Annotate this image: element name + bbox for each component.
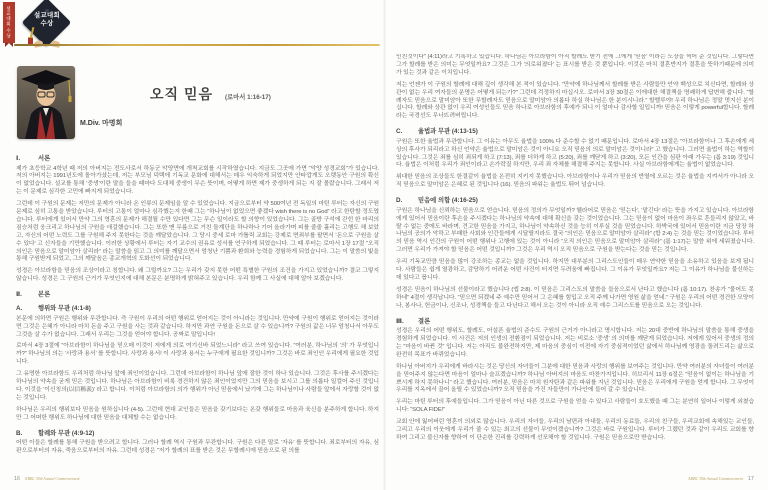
body-paragraph: 우리는 마틴 루터의 후예들입니다. 그가 믿음이 아닌 다른 것으로 구원을 얻을 수 있다고 사람들이 호도했을 때 그는 분연히 일어나 이렇게 외쳤습니다: “SOLA FIDE!”: [396, 399, 754, 414]
body-paragraph: 어떤 이들은 할례를 통해 구원을 받으려고 합니다. 그러나 할례 역시 구원과 무관합니다. 구원은 다른 말로 ‘자유’ 를 뜻합니다. 죄로부터의 자유, 심판으로부터의 자유, 죽음으로부터의 자유. 그런데 성경은 “저가 할례의 표를 받은 것은 무할례시에 믿음으로 된 의를: [16, 440, 379, 454]
body-paragraph: 본문에 의하면 구원은 행위와 무관합니다. 즉 구원이 우리의 어떤 행위로 얻어지는 것이 아니라는 것입니다. 만약에 구원이 행위로 얻어지는 것이라면 그것은 은혜가 아니라 마치 돈을 주고 구원을 사는 것과 같습니다. 하지만 과연 구원을 돈으로 살 수 있습니까? 구원의 값은 너무 엄청나서 아무도 그것을 살 수가 없습니다. 그래서 우리는 그것을 얻어야 합니다. 공짜로 말입니다!: [16, 315, 379, 338]
body-paragraph: 교회 안에 잃어버린 영혼이 의외로 많습니다. 우리의 자녀들, 우리의 남편과 아내들, 우리의 동료들, 우리의 친구들, 우리교회에 속해있는 교인들, 그리고 우리의 이웃에게 우리가 줄 수 있는 최고의 선물이 무엇이겠습니까? 그것은 바로 구원입니다. 루터가 그랬던 것과 같이 우리도 교회를 향하여 그리고 불신자를 향하여 이 단순한 진리를 강력하게 선포해야 할 것입니다. 구원은 믿음으로만 받습니다.: [396, 419, 754, 441]
body-paragraph: 제가 초등학교 4학년 때 저의 아버지는 전도사로서 하동군 악양면에 개척교회를 시작하였습니다. 지금도 그곳에 가면 “악양 성경교회”가 있습니다. 저의 아버지는 1991년도에 돌아가셨는데, 저는 부모님 덕택에 기독교 문화에 대해서는 매우 익숙하게 되었지만 안타깝게도 오랫동안 구원의 확신이 없었습니다. 설교를 통해 ‘중생’이란 말을 들을 때마다 도대체 중생이 무슨 뜻이며, 어떻게 하면 제가 중생하게 되는 지 잘 몰랐습니다. 그래서 저는 이 문제로 심각한 고민에 빠지게 되었습니다.: [16, 165, 379, 196]
body-paragraph: 성경은 아브라함을 믿음의 조상이라고 칭합니다. 왜 그럴까요? 그는 우리가 갖지 못한 어떤 특별한 구원의 조건을 가지고 있었습니까? 결코 그렇지 않습니다. 성경은 그 구원의 근거가 무엇인지에 대해 본문은 분명하게 밝혀주고 있습니다. 우리 함께 그 사실에 대해 알아 보겠습니다.: [16, 268, 379, 283]
page-16-body: [16, 148, 379, 466]
body-paragraph: 그런데 이 구원의 문제는 저만의 문제가 아니라 온 인류의 문제임을 알 수 있었습니다. 지금으로부터 약 500여년 전 독일의 마틴 루터는 자신의 구원 문제로 심히 고통을 받았습니다. 루터의 고통이 얼마나 심각했는지 한때 그는 “하나님이 없었으면 좋겠다 wish there is no God” 라고 한탄할 정도였습니다. 루터에게 있어서 만약 그의 영혼의 문제가 해결될 수만 있다면 그는 무슨 일이라도 할 의향이 있었습니다. 그는 골방 구석에 갇힌 한 마리의 짐승처럼 웅크리고 하나님의 구원을 애걸했습니다. 그는 또한 맨 무릎으로 거친 돌계단을 하나하나 기어 올라가며 피를 줄줄 흘리는 고행도 해 보았고, 자신의 어떤 노력도 그를 구원해 주지 못한다는 것을 깨달았습니다. 그 당시 중세 로마 가톨릭 교회는 강제로 면죄부를 팔면서 ‘돈으로 구원을 살 수 있다’ 고 신자들을 기만했습니다. 이러한 상황에서 루터는 자기 교수의 권유로 성서를 연구하게 되었습니다. 그 때 루터는 로마서 1장 17절 “오직 의인은 믿음으로 말미암아 살리라” 라는 말씀을 읽고 그 의미를 깨달으면서 엄청난 기쁨과 환희와 능력을 경험하게 되었습니다. 그는 이 말씀의 빛을 통해 구원받게 되었고, 그의 깨달음은 종교개혁의 도화선이 되었습니다.: [16, 201, 379, 263]
body-paragraph: 하나님은 우리의 행위보다 믿음을 원하십니다 (4-5). 그런데 현대 교인들은 믿음을 갖기보다는 온갖 행위들로 마음과 육신을 분주하게 합니다. 하지만 그 어떠한 행위도 하나님에 대한 믿음을 대체할 수는 없습니다.: [16, 406, 379, 421]
page-gutter: [383, 0, 386, 490]
author-name: M.Div. 마명희: [80, 120, 123, 127]
award-ribbon: [3, 2, 15, 43]
body-paragraph: 성경은 믿음이 하나님의 선물이라고 했습니다 (엡 2:8). 이 믿음은 그리스도의 말씀을 들음으로서 난다고 했습니다 (롬 10:17). 찬송가 “물어도 못하네” 4절이 생각납니다. “믿으면 되겠네 주 예수만 믿어서 그 은혜를 힘입고 오직 주께 나가면 영원 삶을 얻네.” 구원은 우리의 어떤 경건한 모양이나, 봉사나, 헌금이나, 신조나, 성경책을 들고 다닌다고 해서 오는 것이 아니라 오직 예수 그리스도를 믿음으로 오는 것입니다.: [396, 286, 754, 309]
section-heading: D. 믿음에 의함 (4:16-25): [396, 197, 478, 205]
section-heading: Ⅰ. 서론: [16, 155, 51, 162]
body-paragraph: 로마서 4장 3절에 “아브라함이 하나님을 믿으매 이것이 저에게 의로 여기신바 되었느니라” 라고 쓰여 있습니다. “여러분, 하나님의 ‘의’ 가 무엇입니까?” 하나님의 의는 ‘사랑과 용서’ 를 뜻합니다. 사랑과 용서! 이 사랑과 용서는 누구에게 필요한 것입니까? 그것은 바로 죄인인 우리에게 필요한 것입니다.: [16, 343, 379, 366]
body-paragraph: 위대한 믿음의 조상들도 한결같이 율법을 온전히 지키지 못했습니다. 아브라함이나 우리가 믿음의 반열에 오르는 것은 율법을 지켜서가 아니라 오직 믿음으로 말미암은 은혜로 된 것입니다 (16). 믿음의 파워는 율법도 뛰어 넘습니다.: [396, 174, 754, 189]
page-17-body: [396, 54, 754, 466]
body-paragraph: 성경은 우리의 어떤 행위도, 할례도, 어설픈 율법의 준수도 구원의 근거가 아니라고 명시합니다. 저는 20대 중반에 하나님의 말씀을 통해 중생을 경험하게 되었습니다. 이 사건은 저의 인생의 전환점이 되었습니다. 저는 비로소 ‘중생’ 의 의미를 깨닫게 되었습니다. 저에게 있어서 중생의 정의는 “마음이 바뀐 것” 입니다. 저는 아직도 불완전하지만, 제 마음의 중심이 이전에 자기 중심적이었던 삶에서 하나님께 영광을 돌려드리는 삶으로 완전히 목표가 바뀌었습니다.: [396, 328, 754, 358]
section-heading: Ⅱ. 본론: [16, 291, 51, 299]
mortarboard-icon: [18, 1, 76, 47]
scripture-reference: (로마서 1:16-17): [225, 94, 271, 101]
gold-divider: [14, 44, 380, 46]
footer-text: KBBC 39th Annual Commencement: [688, 477, 743, 481]
title-block: [150, 84, 380, 104]
section-heading: A. 행위와 무관 (4:1-8): [16, 305, 91, 313]
body-paragraph: 하나님 아버지가 우리에게 바라시는 것은 당신의 자녀들이 그분에 대한 믿음과 사랑의 행위를 보여주는 것입니다. 만약 여러분의 자녀들이 여러분을 믿어주지 않는다면 마음이 얼마나 슬프겠습니까? 하나님 아버지의 마음도 마찬가지입니다. 히브리서 11장 6절은 “믿음이 없이는 하나님을 기쁘시게 하지 못하나니” 라고 했습니다. 여러분, 믿음은 마치 원자탄과 같은 파워를 지닌 것입니다. 믿음은 우리에게 구원을 얻게 합니다. 그 무엇이 우리를 지옥에서 끌어 올릴 수 있었습니까? 오직 믿음을 가진 자들만이 가나안에 들어 갈 수 있습니다.: [396, 363, 754, 394]
footer-right: [688, 476, 754, 482]
graduate-photo: [17, 66, 75, 139]
body-paragraph: 인친것이다” (4:11)라고 기록하고 있습니다. 하나님은 아브라함이 아직 할례도 받기 전에 그에게 ‘믿음’ 이라는 도장을 찍어 준 것입니다. 그렇다면 그가 할례를 받은 의미는 무엇일까요? 그것은 그가 ‘의로워졌다’ 는 표시를 받은 것 뿐입니다. 이것은 마치 결혼반지가 결혼을 뜻하기때문에 의미가 있는 것과 같은 이치입니다.: [396, 54, 754, 76]
footer-left: [14, 476, 80, 482]
section-heading: Ⅲ. 결론: [396, 317, 431, 325]
award-ribbon-label: 설교대회 수상: [6, 6, 12, 39]
section-heading: C. 율법과 무관 (4:13-15): [396, 128, 478, 136]
page-number: 17: [747, 476, 754, 482]
body-paragraph: 우리 기독교만큼 믿음을 많이 강조하는 종교는 없을 것입니다. 하지만 대부분의 그리스도인들이 매우 연약한 믿음을 소유하고 있음을 보게 됩니다. 사람들은 쉽게 열광하고, 감당하기 어려운 어떤 사건이 터지면 두려움에 빠집니다. 그 이유가 무엇일까요? 저는 그 이유가 하나님을 불신하는 데 있다고 봅니다.: [396, 259, 754, 281]
body-paragraph: 저는 언젠가 이 구원의 할례에 대해 깊이 생각해 본 적이 있습니다. “만약에 하나님께서 할례를 받은 사람들만 언약 백성으로 치신다면, 할례와 상관이 없는 우리 여자들의 운명은 어떻게 되는가?” 그런데 걱정하지 마십시오. 로마서 3장 30절은 이에대한 해결책을 명쾌하게 답변해 줍니다. “할례자도 믿음으로 말미암아 또한 무할례자도 믿음으로 말미암아 의롭다 하실 하나님은 한 분이시니라.” 할렐루야! 우리 하나님은 정말 멋지신 분이십니다. 할례와 상관 없이 우리 여성인들도 믿음 하나로 아브라함의 후예가 되니 이 얼마나 감사할 일입니까! 믿음은 이렇게 powerful합니다. 할례라는 국경선도 무너뜨려버립니다.: [396, 81, 754, 120]
award-badge-label: 설교대회 수상: [34, 12, 60, 27]
graduate-portrait-illustration: [17, 66, 75, 139]
sermon-title: 오직 믿음: [150, 86, 213, 102]
footer-text: KBBC 39th Annual Commencement: [25, 477, 80, 481]
body-paragraph: 구원은 또한 율법과 무관합니다. 그 이유는 아무도 율법을 100% 다 준수할 수 없기 때문입니다. 로마서 4장 13절은 “아브라함이나 그 후손에게 세상의 후사가 되리라고 하신 언약은 율법으로 말미암은 것이 아니요 오직 믿음의 의로 말미암은 것이니라” 고 했습니다. 그러면 율법이 하는 역할이 있습니다. 그것은 죄를 심히 죄되게 하고 (7:13), 죄를 더하게 하고 (5:20), 죄를 깨닫게 하고 (3:20), 모든 인간을 심판 아래 가두는 (롬 3:19) 것입니다. 율법은 이처럼 우리가 죄인이라고 손가락질 하지만, 우리 죄 자체를 해결해 주지는 못합니다. 사실 아브라함에게는 율법이 없었습니다.: [396, 138, 754, 169]
page-number: 16: [14, 476, 21, 482]
body-paragraph: 그 유명한 아브라함도 우리처럼 하나님 앞에 죄인이었습니다. 그런데 아브라함이 하나님 앞에 잘한 것이 하나 있습니다. 그것은 후사를 주시겠다는 하나님의 약속을 굳게 믿은 것입니다. 하나님은 아브라함이 비록 경건하지 않은 죄인이었지만 그의 믿음을 보시고 그를 의롭다 일컬어 주신 것입니다. 이것을 ‘이신칭의(以信稱義)’ 라고 합니다. 이처럼 아브라함의 의가 행위가 아닌 믿음에서 났기에 그는 하나님이나 사람들 앞에서 자랑할 것이 없는 것입니다.: [16, 371, 379, 401]
section-heading: B. 할례와 무관 (4:9-12): [16, 429, 95, 437]
body-paragraph: 구원은 하나님을 신뢰하는 믿음으로 얻습니다. 믿음의 정의가 무엇일까? 헬라어로 믿음은 ‘믿는다’, ‘맡긴다’ 라는 뜻을 가지고 있습니다. 아브라함에게 있어서 믿음이란 후손을 주시겠다는 하나님의 약속에 대해 확신을 갖는 것이었습니다. 그는 믿음이 없어 마음이 좌우로 흔들리지 않았고, 바랄 수 없는 중에도 바라며, 견고한 믿음을 가지고, 하나님이 약속하신 것을 능히 이루실 것을 믿었습니다. 하박국에 있어서 믿음이란 지금 당장 하나님의 공의가 악하고 부패한 사회와 인간들에게 시달릴지라도 결국 “의인은 믿음으로 말미암아 살리라” (합 2:4) 는 것을 믿는 것이었습니다. 루터의 믿음 역시 인간의 구원이 어떤 행위나 고행에 있는 것이 아니라 “오직 의인은 믿음으로 말미암아 살리라” (롬 1:17)는 말씀 위에 세워졌습니다. 그러면 우리가 가져야 할 믿음은 어떤 것입니까? 그것은 우리 역시 오직 믿음으로 구원을 받는다는 것을 믿는 것입니다.: [396, 207, 754, 254]
